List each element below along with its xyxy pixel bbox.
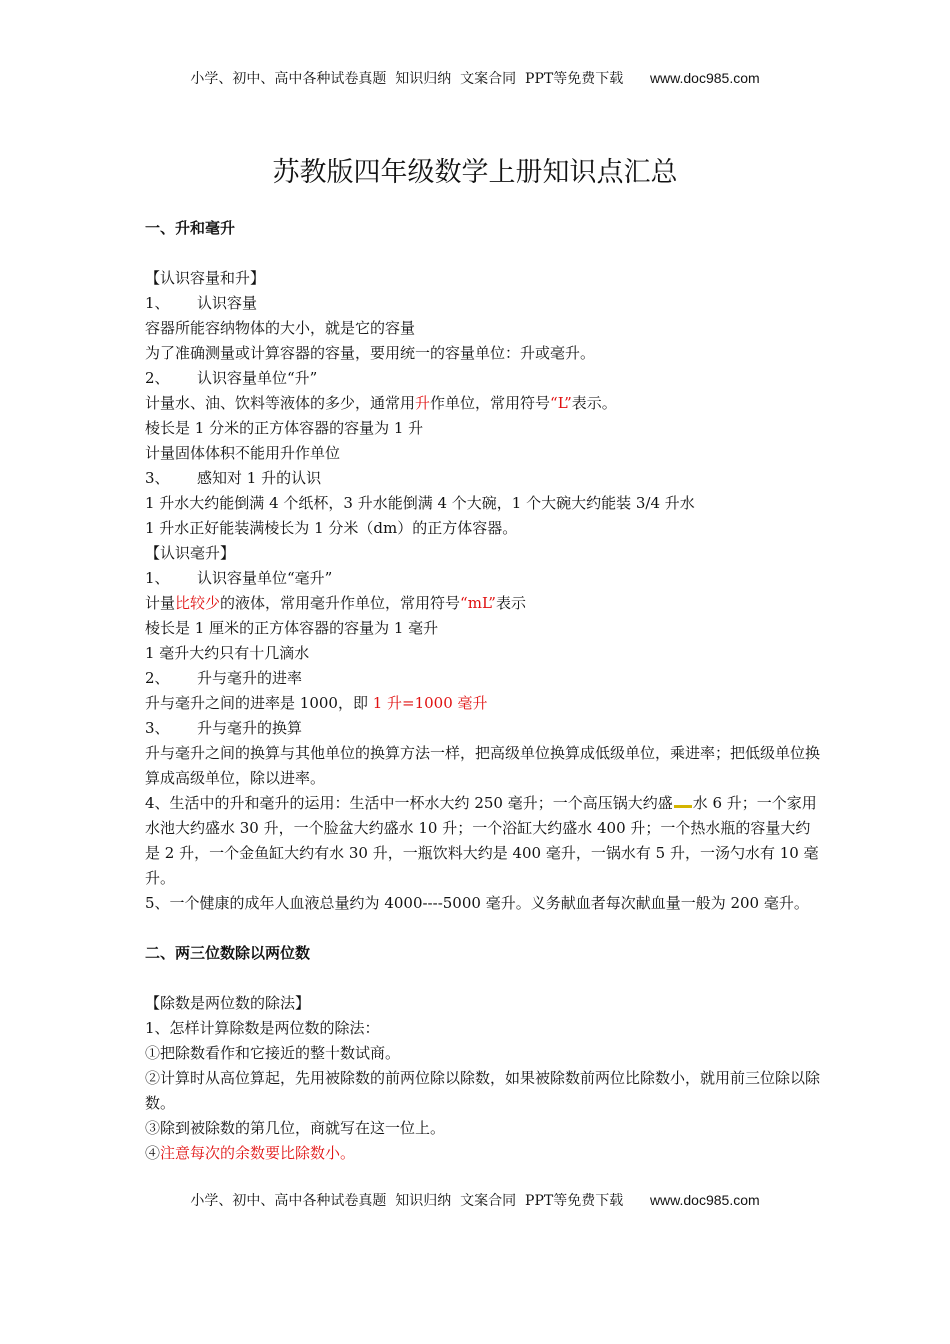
spacer <box>145 966 825 991</box>
text-paragraph: ②计算时从高位算起，先用被除数的前两位除以除数，如果被除数前两位比除数小，就用前三位除以除数。 <box>145 1069 821 1112</box>
document-title: 苏教版四年级数学上册知识点汇总 <box>272 157 678 188</box>
text-line: 升与毫升之间的进率是 1000，即 1 升=1000 毫升 <box>145 694 488 712</box>
item-2: 2、 认识容量单位“升” <box>145 369 318 387</box>
item-2: 2、 升与毫升的进率 <box>145 669 303 687</box>
footer-site[interactable]: www.doc985.com <box>649 1192 760 1208</box>
text-line: 1 升水正好能装满棱长为 1 分米（dm）的正方体容器。 <box>145 519 518 537</box>
text-line: 1、怎样计算除数是两位数的除法： <box>145 1019 380 1037</box>
item-3: 3、 感知对 1 升的认识 <box>145 469 322 487</box>
section-heading-1: 一、升和毫升 <box>145 219 236 237</box>
page-footer <box>0 1190 950 1210</box>
text-paragraph: 升与毫升之间的换算与其他单位的换算方法一样，把高级单位换算成低级单位，乘进率；把低级单位换算成高级单位，除以进率。 <box>145 744 821 787</box>
text-line: ④注意每次的余数要比除数小。 <box>145 1144 356 1162</box>
text-line: 计量比较少的液体，常用毫升作单位，常用符号“mL”表示 <box>145 594 526 612</box>
subsection-division: 【除数是两位数的除法】 <box>145 994 311 1012</box>
item-1: 1、 认识容量单位“毫升” <box>145 569 333 587</box>
text-line: 1 升水大约能倒满 4 个纸杯，3 升水能倒满 4 个大碗，1 个大碗大约能装 3/4 升水 <box>145 494 695 512</box>
spacer <box>145 916 825 941</box>
item-1: 1、 认识容量 <box>145 294 258 312</box>
text-line: 棱长是 1 分米的正方体容器的容量为 1 升 <box>145 419 424 437</box>
highlight-mark <box>674 805 692 808</box>
header-site[interactable]: www.doc985.com <box>649 70 760 86</box>
spacer <box>145 241 825 266</box>
text-line: ③除到被除数的第几位，商就写在这一位上。 <box>145 1119 446 1137</box>
text-paragraph: 4、生活中的升和毫升的运用：生活中一杯水大约 250 毫升；一个高压锅大约盛 水 6 升；一个家用水池大约盛水 30 升，一个脸盆大约盛水 10 升；一个浴缸大约盛水 400 升；一个热水瓶的容量大约是 2 升，一个金鱼缸大约有水 30 升，一瓶饮料大约是 400 毫升，一锅水有 5 升，一汤勺水有 10 毫升。 <box>145 794 819 887</box>
subsection-capacity: 【认识容量和升】 <box>145 269 266 287</box>
document-body <box>145 216 825 1166</box>
footer-text: 小学、初中、高中各种试卷真题 知识归纳 文案合同 PPT等免费下载 <box>190 1193 624 1209</box>
section-heading-2: 二、两三位数除以两位数 <box>145 944 311 962</box>
text-line: ①把除数看作和它接近的整十数试商。 <box>145 1044 401 1062</box>
text-line: 容器所能容纳物体的大小，就是它的容量 <box>145 319 416 337</box>
text-line: 为了准确测量或计算容器的容量，要用统一的容量单位：升或毫升。 <box>145 344 596 362</box>
text-line: 计量水、油、饮料等液体的多少，通常用升作单位，常用符号“L”表示。 <box>145 394 617 412</box>
text-paragraph: 5、一个健康的成年人血液总量约为 4000----5000 毫升。义务献血者每次献血量一般为 200 毫升。 <box>145 894 809 912</box>
text-line: 计量固体体积不能用升作单位 <box>145 444 341 462</box>
page-header <box>0 68 950 88</box>
subsection-milliliter: 【认识毫升】 <box>145 544 236 562</box>
item-3: 3、 升与毫升的换算 <box>145 719 303 737</box>
text-line: 1 毫升大约只有十几滴水 <box>145 644 310 662</box>
text-line: 棱长是 1 厘米的正方体容器的容量为 1 毫升 <box>145 619 439 637</box>
header-text: 小学、初中、高中各种试卷真题 知识归纳 文案合同 PPT等免费下载 <box>190 71 624 87</box>
